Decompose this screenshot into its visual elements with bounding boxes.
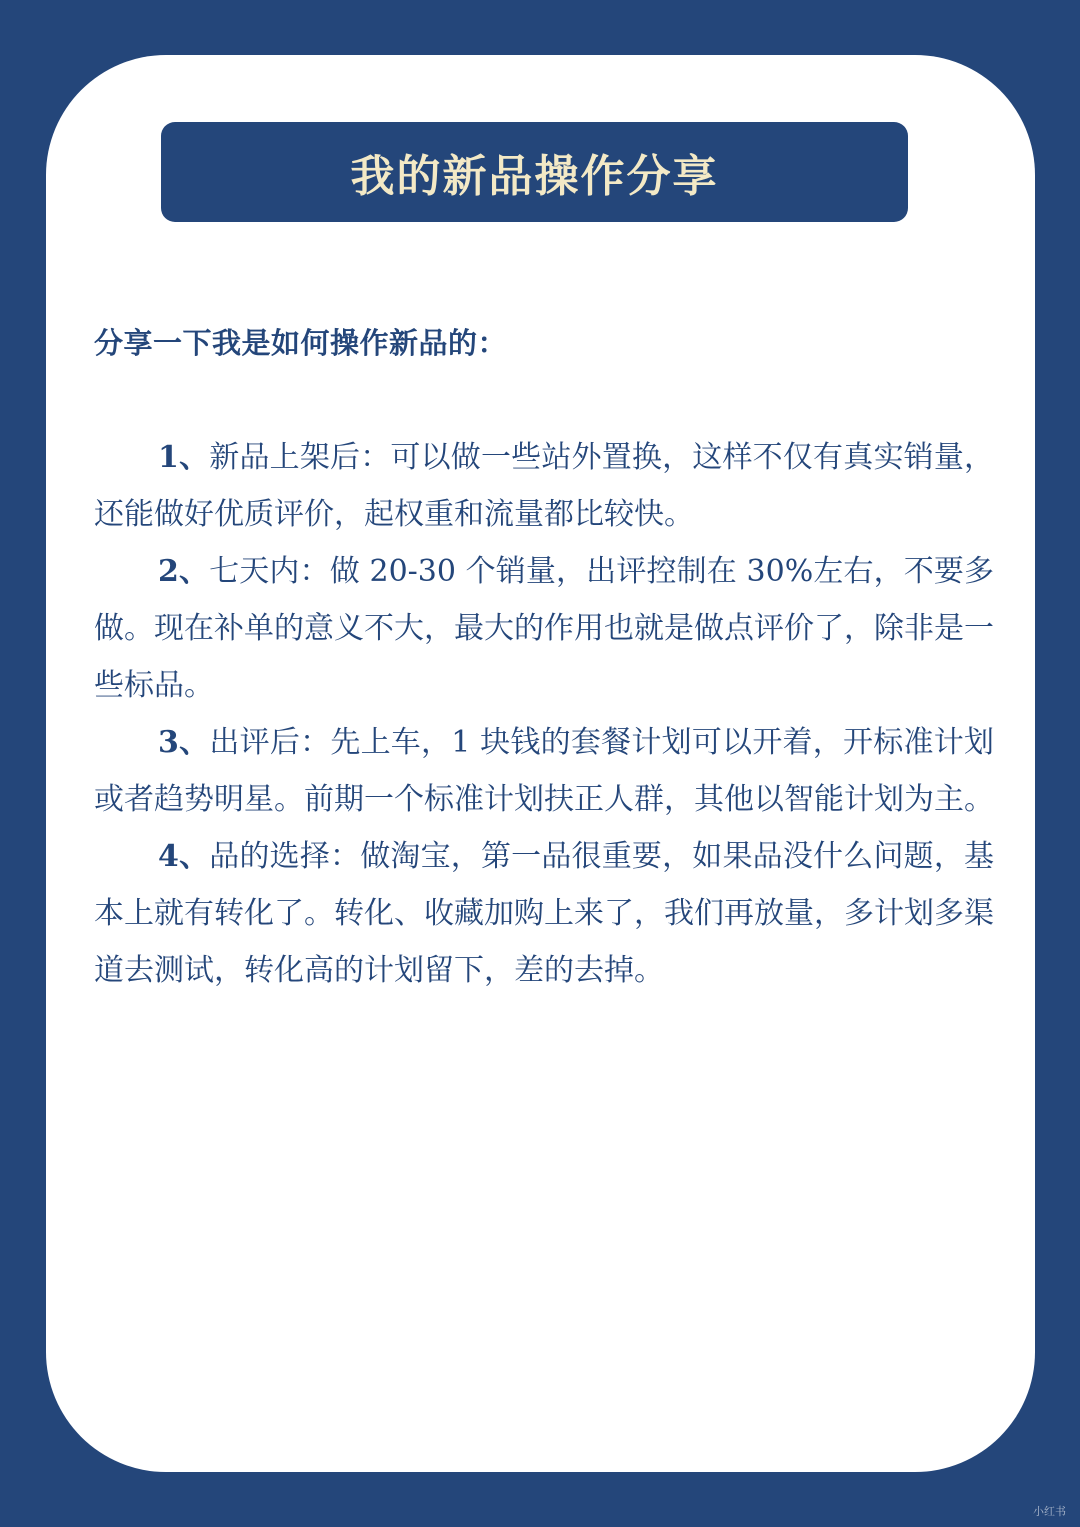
tip-number: 2	[158, 554, 179, 589]
tip-text: 出评后：先上车，1 块钱的套餐计划可以开着，开标准计划或者趋势明星。前期一个标准计划扶正人群，其他以智能计划为主。	[94, 725, 995, 817]
tip-item-4	[94, 828, 994, 999]
tip-separator: 、	[178, 440, 210, 475]
tip-text: 品的选择：做淘宝，第一品很重要，如果品没什么问题，基本上就有转化了。转化、收藏加购上来了，我们再放量，多计划多渠道去测试，转化高的计划留下，差的去掉。	[94, 839, 995, 988]
tips-list	[94, 429, 994, 999]
tip-separator: 、	[178, 725, 210, 760]
tip-item-2	[94, 543, 994, 714]
tip-number: 1	[158, 440, 179, 475]
tip-separator: 、	[178, 839, 210, 874]
tip-item-1	[94, 429, 994, 543]
tip-text: 新品上架后：可以做一些站外置换，这样不仅有真实销量，还能做好优质评价，起权重和流量都比较快。	[94, 440, 995, 532]
content-card	[46, 55, 1035, 1472]
tip-separator: 、	[178, 554, 210, 589]
title-banner	[161, 122, 908, 222]
tip-text: 七天内：做 20-30 个销量，出评控制在 30%左右，不要多做。现在补单的意义不大，最大的作用也就是做点评价了，除非是一些标品。	[94, 554, 995, 703]
intro-heading: 分享一下我是如何操作新品的：	[94, 326, 508, 360]
tip-number: 4	[158, 839, 179, 874]
tip-number: 3	[158, 725, 179, 760]
tip-item-3	[94, 714, 994, 828]
watermark: 小红书	[1033, 1505, 1066, 1518]
page-title: 我的新品操作分享	[350, 151, 719, 202]
